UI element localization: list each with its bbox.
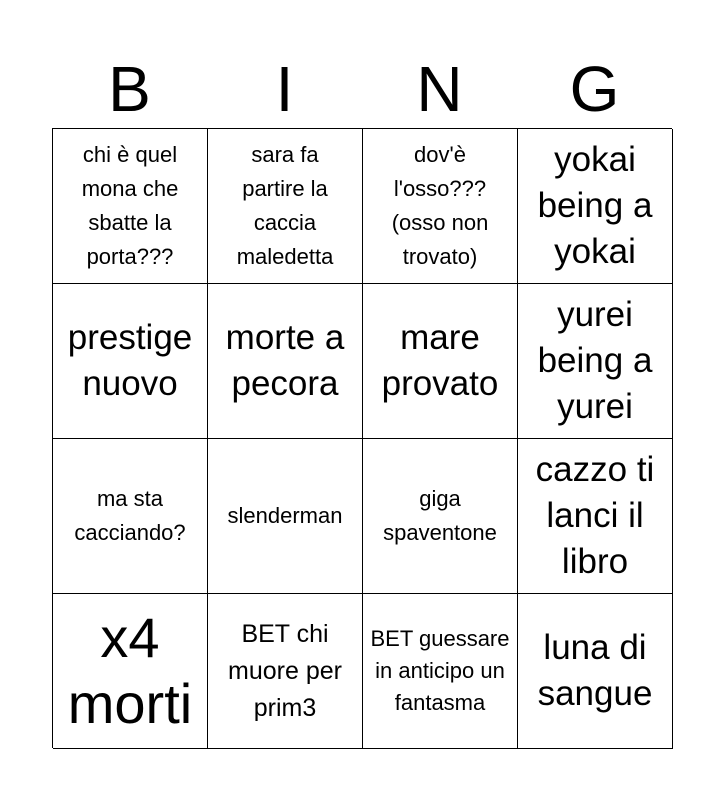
- bingo-cell-r1-c1[interactable]: [53, 129, 208, 284]
- bingo-cell-r2-c4[interactable]: [518, 284, 673, 439]
- cell-text: dov'è l'osso??? (osso non trovato): [391, 142, 489, 269]
- bingo-cell-r2-c1[interactable]: [53, 284, 208, 439]
- header-letter-g: G: [569, 53, 620, 125]
- header-letter-i: I: [275, 53, 294, 125]
- cell-text: sara fa partire la caccia maledetta: [236, 142, 334, 269]
- cell-text: giga spaventone: [383, 486, 497, 545]
- bingo-card-grid: [52, 128, 672, 748]
- bingo-header: [52, 50, 672, 128]
- bingo-cell-r1-c3[interactable]: [363, 129, 518, 284]
- bingo-cell-r3-c3[interactable]: [363, 439, 518, 594]
- cell-text: mare provato: [381, 318, 499, 403]
- cell-text: yurei being a yurei: [537, 295, 653, 426]
- bingo-cell-r4-c2[interactable]: [208, 594, 363, 749]
- cell-text: luna di sangue: [537, 628, 653, 713]
- cell-text: chi è quel mona che sbatte la porta???: [81, 142, 179, 269]
- bingo-cell-r4-c1[interactable]: [53, 594, 208, 749]
- bingo-cell-r1-c2[interactable]: [208, 129, 363, 284]
- bingo-cell-r2-c2[interactable]: [208, 284, 363, 439]
- cell-text: x4 morti: [67, 606, 193, 735]
- bingo-cell-r4-c3[interactable]: [363, 594, 518, 749]
- bingo-cell-r4-c4[interactable]: [518, 594, 673, 749]
- bingo-cell-r2-c3[interactable]: [363, 284, 518, 439]
- header-letter-b: B: [108, 53, 151, 125]
- header-letter-n: N: [416, 53, 463, 125]
- bingo-cell-r3-c2[interactable]: [208, 439, 363, 594]
- cell-text: BET guessare in anticipo un fantasma: [370, 626, 510, 715]
- cell-text: ma sta cacciando?: [74, 486, 186, 545]
- bingo-cell-r1-c4[interactable]: [518, 129, 673, 284]
- bingo-cell-r3-c1[interactable]: [53, 439, 208, 594]
- cell-text: morte a pecora: [225, 318, 345, 403]
- bingo-cell-r3-c4[interactable]: [518, 439, 673, 594]
- cell-text: BET chi muore per prim3: [228, 619, 342, 722]
- cell-text: prestige nuovo: [67, 318, 193, 403]
- cell-text: yokai being a yokai: [537, 140, 653, 271]
- cell-text: slenderman: [227, 503, 343, 528]
- cell-text: cazzo ti lanci il libro: [535, 450, 655, 581]
